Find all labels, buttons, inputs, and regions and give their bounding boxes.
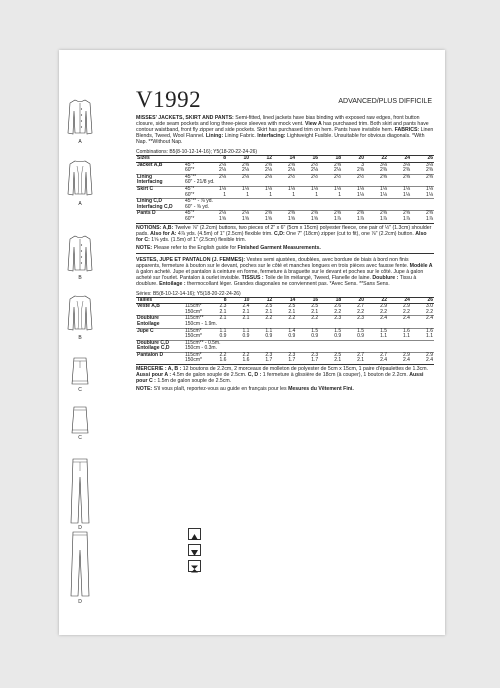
yardage-cell: 2.1 xyxy=(242,308,250,315)
yardage-cell: 1.6 xyxy=(388,328,411,334)
yardage-cell: 2⅜ xyxy=(380,167,387,174)
yardage-cell: 2.5 xyxy=(250,304,273,310)
size-header: 12 xyxy=(250,297,273,304)
description-text: thermocollant léger. Grandes diagonales ne conviennent pas. *Avec Sens. **Sans Sens. xyxy=(185,280,390,287)
yardage-cell: 2⅜ xyxy=(227,162,250,168)
yardage-cell: 2⅜ xyxy=(342,211,365,217)
yardage-cell: 2.4 xyxy=(380,357,388,364)
fabric-width: 150cm* xyxy=(185,333,202,340)
yardage-cell: 1⅝ xyxy=(288,215,295,222)
yardage-cell: 2.4 xyxy=(403,357,410,364)
english-combinations: Combinations: B5(8-10-12-14-16); Y5(18-20-22-24-26) xyxy=(136,149,258,155)
yardage-cell: 0.9 xyxy=(288,333,296,340)
sizes-label: Tailles xyxy=(136,297,205,304)
yardage-cell: 2⅛ xyxy=(204,174,227,180)
row-name: Lining C,D xyxy=(136,199,184,205)
yardage-cell: 2⅜ xyxy=(273,211,296,217)
yardage-cell: 3⅛ xyxy=(411,162,434,168)
english-description xyxy=(136,115,434,145)
yardage-cell: 3⅛ xyxy=(388,162,411,168)
sketch-label-a-back: A xyxy=(78,201,82,207)
yardage-cell: 2.3 xyxy=(342,316,365,322)
yardage-cell: 2½ xyxy=(319,174,342,180)
yardage-cell: 2⅛ xyxy=(265,167,272,174)
size-header: 10 xyxy=(227,156,250,163)
size-header: 8 xyxy=(204,156,227,163)
nap-up-icon xyxy=(188,528,201,540)
description-text: Lining Fabric. xyxy=(223,133,258,139)
yardage-cell: 0.9 xyxy=(311,333,319,340)
yardage-cell: 1⅛ xyxy=(227,186,250,192)
row-name: Entoilage xyxy=(137,320,160,327)
yardage-cell: 2.9 xyxy=(388,352,411,358)
yardage-cell: 1⅛ xyxy=(365,186,388,192)
size-header: 10 xyxy=(227,297,250,304)
yardage-cell: 2⅛ xyxy=(219,167,226,174)
yardage-cell: 1⅞ xyxy=(357,215,364,222)
yardage-cell: 2⅛ xyxy=(242,167,249,174)
pattern-info xyxy=(136,88,434,392)
yardage-cell: 2.4 xyxy=(411,316,434,322)
section-divider xyxy=(136,253,434,254)
notions-bold: C, D : xyxy=(247,372,262,379)
yardage-cell: 0.9 xyxy=(242,333,250,340)
fabric-width: 150cm - 1.9m. xyxy=(185,320,217,327)
french-combinations: Séries: B5(8-10-12-14-16); Y5(18-20-22-24-26) xyxy=(136,290,241,297)
yardage-cell: 2½ xyxy=(296,162,319,168)
notions-bold: C,D: xyxy=(274,230,285,237)
note-bold: NOTE: xyxy=(136,244,153,251)
notions-text: 12 boutons de 2.2cm, 2 morceaux de molleton de polyester de 5cm x 15cm, 1 paire d'épaulettes de 1.3cm. xyxy=(181,366,429,373)
yardage-cell: 1⅛ xyxy=(403,191,410,198)
yardage-cell: 2.4 xyxy=(365,316,388,322)
description-bold: VESTES, JUPE ET PANTALON (J. FEMMES): xyxy=(136,256,246,263)
description-text: Toile de lin mélangé, Tweed, Flanelle de laine. xyxy=(263,274,373,281)
yardage-cell: 0.9 xyxy=(357,333,365,340)
notions-text: 4⅞ yds. (4.5m) of 1" (2.5cm) flexible trim. xyxy=(176,230,275,237)
size-header: 12 xyxy=(250,156,273,163)
notions-bold: Also for C: xyxy=(136,230,427,243)
fabric-width: 150cm - 0.3m. xyxy=(185,345,217,352)
notions-text: One 7" (18cm) zipper (cut to fit), one ⅞" (2.2cm) button. xyxy=(284,230,416,237)
row-name: Doublure xyxy=(136,316,184,322)
description-bold: Entoilage : xyxy=(159,280,186,287)
sketch-label-b-back: B xyxy=(78,335,82,341)
size-header: 26 xyxy=(411,156,434,163)
size-header: 22 xyxy=(365,156,388,163)
fabric-width: 115cm* xyxy=(184,328,205,334)
row-name: Doublure C,D xyxy=(136,340,184,346)
sizes-label: Sizes xyxy=(136,156,204,163)
yardage-cell: 1⅛ xyxy=(342,186,365,192)
english-note xyxy=(136,245,434,251)
yardage-cell: 2.2 xyxy=(334,308,342,315)
sketch-label-d-back: D xyxy=(78,599,82,605)
yardage-cell: 1 xyxy=(269,191,272,198)
yardage-cell: 1⅝ xyxy=(242,215,249,222)
fabric-width: 150cm* xyxy=(185,308,202,315)
description-text: Semi-fitted, lined jackets have bias binding with exposed raw edges, front button closure, side seam pockets and long three-piece sleeves with mock vent. xyxy=(136,115,420,127)
yardage-cell: 2.1 xyxy=(219,308,227,315)
row-name: Interfacing C,D xyxy=(137,203,173,210)
size-header: 24 xyxy=(388,297,411,304)
yardage-cell: 1.1 xyxy=(205,328,228,334)
size-header: 16 xyxy=(296,297,319,304)
yardage-cell: 2.9 xyxy=(411,352,434,358)
yardage-cell: 1 xyxy=(292,191,295,198)
yardage-cell: 1 xyxy=(315,191,318,198)
yardage-cell: 2.2 xyxy=(380,308,388,315)
table-header-row xyxy=(136,156,434,163)
yardage-cell: 2⅜ xyxy=(403,167,410,174)
yardage-cell: 2.5 xyxy=(273,304,296,310)
yardage-cell: 2⅜ xyxy=(296,211,319,217)
yardage-cell: 2.9 xyxy=(388,304,411,310)
yardage-cell: 2⅜ xyxy=(273,162,296,168)
yardage-cell: 1.5 xyxy=(319,328,342,334)
yardage-cell: 1.1 xyxy=(380,333,388,340)
yardage-cell: 2⅜ xyxy=(357,167,364,174)
description-bold: Modèle A xyxy=(409,262,433,269)
fabric-width: 115cm* xyxy=(184,352,205,358)
fabric-width: 45"* xyxy=(184,162,204,168)
yardage-cell: 1⅛ xyxy=(411,186,434,192)
yardage-cell: 2⅝ xyxy=(411,174,434,180)
yardage-cell: 2.1 xyxy=(205,316,228,322)
description-text: Linen Blends, Tweed, Wool Flannel. xyxy=(136,127,434,139)
yardage-cell: 1 xyxy=(338,191,341,198)
yardage-cell: 2.7 xyxy=(365,352,388,358)
yardage-cell: 0.9 xyxy=(334,333,342,340)
yardage-cell: 1⅛ xyxy=(388,186,411,192)
size-header: 22 xyxy=(365,297,388,304)
yardage-cell: 1.6 xyxy=(411,328,434,334)
yardage-cell: 2⅜ xyxy=(319,211,342,217)
note-bold: NOTE: xyxy=(136,386,153,393)
row-name: Pantalon D xyxy=(136,352,184,358)
yardage-cell: 1⅛ xyxy=(426,191,433,198)
yardage-cell: 1⅞ xyxy=(426,215,433,222)
notions-text: 1 fermeture à glissière de 18cm (à couper), 1 bouton de 2.2cm. xyxy=(261,372,410,379)
note-bold: Finished Garment Measurements. xyxy=(237,244,321,251)
pattern-envelope-back xyxy=(59,50,445,635)
yardage-cell: 2.1 xyxy=(265,308,273,315)
yardage-cell: 2⅝ xyxy=(319,162,342,168)
yardage-cell: 2⅝ xyxy=(388,211,411,217)
row-name: Veste A,B xyxy=(136,304,184,310)
size-header: 20 xyxy=(342,297,365,304)
yardage-cell: 2.1 xyxy=(357,357,365,364)
yardage-cell: 2.1 xyxy=(227,316,250,322)
notions-bold: Aussi pour A : xyxy=(136,372,172,379)
yardage-cell: 2.3 xyxy=(250,352,273,358)
fabric-width: 60" - ⅜ yd. xyxy=(185,203,210,210)
notions-text: Twelve ⅞" (2.2cm) buttons, two pieces of 2" x 6" (5cm x 15cm) polyester fleece, one pair of ½" (1.3cm) shoulder pads. xyxy=(136,224,432,237)
yardage-cell: 2⅝ xyxy=(411,211,434,217)
yardage-cell: 2.6 xyxy=(319,304,342,310)
description-text: à galon acheté. Jupe et pantalon à ceinture en forme, fermeture à braguette sur le devant et poches sur le côté. Jupe à galon acheté sur l'ourlet. Pantalon à ourlet invisible. xyxy=(136,268,424,281)
yardage-cell: 3 xyxy=(342,162,365,168)
yardage-cell: 2½ xyxy=(273,174,296,180)
fabric-width: 60"* xyxy=(185,191,195,198)
yardage-cell: 2.7 xyxy=(342,304,365,310)
fabric-width: 45"** xyxy=(184,174,204,180)
yardage-cell: 2.3 xyxy=(205,304,228,310)
yardage-cell: 2.2 xyxy=(205,352,228,358)
sketch-label-c-back: C xyxy=(78,435,82,441)
yardage-cell: 1⅛ xyxy=(357,191,364,198)
yardage-cell: 2⅛ xyxy=(288,167,295,174)
yardage-cell: 2.1 xyxy=(311,308,319,315)
row-name: Interfacing xyxy=(137,179,163,186)
jacket-b-back-sketch xyxy=(65,293,95,333)
yardage-cell: 2⅛ xyxy=(227,211,250,217)
yardage-cell: 1⅞ xyxy=(380,215,387,222)
row-name: Skirt C xyxy=(136,186,184,192)
row-name: Pants D xyxy=(136,211,184,217)
yardage-cell: 2⅛ xyxy=(227,174,250,180)
yardage-cell: 2.2 xyxy=(250,316,273,322)
yardage-cell: 2.3 xyxy=(273,352,296,358)
size-header: 20 xyxy=(342,156,365,163)
yardage-cell: 1.1 xyxy=(426,333,433,340)
row-name: Lining xyxy=(136,174,184,180)
description-bold: View A xyxy=(304,121,322,127)
fabric-width: 115cm* xyxy=(184,304,205,310)
description-text: Lightweight Fusible. Unsuitable for obvious diagonals. *With Nap. **Without Nap. xyxy=(136,133,425,145)
yardage-cell: 1⅞ xyxy=(403,215,410,222)
pattern-number: V1992 xyxy=(136,87,202,112)
size-header: 14 xyxy=(273,297,296,304)
yardage-cell: 1⅛ xyxy=(273,186,296,192)
yardage-cell: 0.9 xyxy=(265,333,273,340)
size-header: 8 xyxy=(205,297,228,304)
yardage-cell: 2.4 xyxy=(388,316,411,322)
yardage-cell: 2⅛ xyxy=(311,167,318,174)
yardage-cell: 2.3 xyxy=(319,316,342,322)
yardage-cell: 1.1 xyxy=(227,328,250,334)
english-yardage-table xyxy=(136,155,434,223)
notions-bold: NOTIONS: A,B: xyxy=(136,224,174,231)
yardage-cell: 1 xyxy=(246,191,249,198)
yardage-cell: 2.9 xyxy=(365,304,388,310)
yardage-cell: 1.7 xyxy=(265,357,273,364)
row-name: Entoilage C,D xyxy=(137,345,170,352)
yardage-cell: 1.5 xyxy=(296,328,319,334)
french-yardage-table xyxy=(136,297,434,365)
fabric-width: 60" - 21/8 yd. xyxy=(185,179,215,186)
yardage-cell: 1⅛ xyxy=(204,186,227,192)
notions-text: 4.5m de galon souple de 2.5cm. xyxy=(171,372,248,379)
yardage-cell: 2.4 xyxy=(227,304,250,310)
jacket-b-front-sketch xyxy=(65,233,95,275)
yardage-cell: 2.3 xyxy=(296,352,319,358)
description-bold: TISSUS : xyxy=(241,274,264,281)
skirt-c-back-sketch xyxy=(69,405,91,437)
description-text: Vestes semi ajustées, doublées, avec bordure de biais à bord non finis apparents, fermeture à bouton sur le devant, poches sur le côté et manches longues en trois pièces avec fausse fente. xyxy=(136,256,410,269)
row-name: Jupe C xyxy=(136,328,184,334)
yardage-cell: 1⅝ xyxy=(219,215,226,222)
yardage-cell: 1.1 xyxy=(250,328,273,334)
yardage-cell: 2.5 xyxy=(296,304,319,310)
pants-d-front-sketch xyxy=(69,457,91,525)
size-header: 16 xyxy=(296,156,319,163)
yardage-cell: 1⅛ xyxy=(250,186,273,192)
yardage-cell: 3.0 xyxy=(411,304,434,310)
yardage-cell: 2⅜ xyxy=(426,167,433,174)
nap-down-icon xyxy=(188,544,201,556)
yardage-cell: 0.9 xyxy=(219,333,227,340)
yardage-cell: 1.6 xyxy=(242,357,250,364)
description-text: has purchased trim. Both skirt and pants have contour waistband, front fly zipper and side pockets. Skirt has purchased trim on hem. Pants have invisible hem. xyxy=(136,121,429,133)
yardage-cell: 2.1 xyxy=(334,357,342,364)
yardage-cell: 1.6 xyxy=(219,357,227,364)
description-bold: Interfacing: xyxy=(257,133,286,139)
yardage-cell: 1⅛ xyxy=(380,191,387,198)
sketch-label-a: A xyxy=(78,139,82,145)
size-header: 26 xyxy=(411,297,434,304)
yardage-cell: 2.2 xyxy=(227,352,250,358)
fabric-width: 115cm** xyxy=(185,315,204,322)
yardage-cell: 2⅝ xyxy=(388,174,411,180)
yardage-cell: 2.2 xyxy=(357,308,365,315)
yardage-cell: 2⅛ xyxy=(334,167,341,174)
french-notions xyxy=(136,364,434,384)
yardage-cell: 2½ xyxy=(342,174,365,180)
notions-text: 1⅝ yds. (1.5m) of 1" (2.5cm) flexible trim. xyxy=(149,236,246,243)
yardage-cell: 1.1 xyxy=(403,333,410,340)
sketch-label-b: B xyxy=(78,275,82,281)
description-bold: Lining: xyxy=(205,133,224,139)
yardage-cell: 2.1 xyxy=(288,308,296,315)
notions-bold: Aussi pour C : xyxy=(136,372,424,385)
yardage-cell: 2½ xyxy=(296,174,319,180)
yardage-cell: 2.2 xyxy=(296,316,319,322)
yardage-cell: 2.2 xyxy=(403,308,410,315)
jacket-a-front-sketch xyxy=(65,97,95,137)
yardage-cell: 1⅛ xyxy=(296,186,319,192)
size-header: 24 xyxy=(388,156,411,163)
fabric-width: 45"** - ⅞ yd. xyxy=(184,199,434,205)
note-bold: Mesures du Vêtement Fini. xyxy=(288,386,354,393)
pants-d-back-sketch xyxy=(69,530,91,598)
notions-bold: MERCERIE : A, B : xyxy=(136,366,182,373)
fabric-width: 60"* xyxy=(185,215,195,222)
yardage-cell: 1.4 xyxy=(273,328,296,334)
description-bold: FABRICS: xyxy=(394,127,420,133)
yardage-cell: 1⅛ xyxy=(319,186,342,192)
row-name: Jacket A,B xyxy=(136,162,184,168)
french-note xyxy=(136,386,434,392)
fabric-width: 60"* xyxy=(185,167,195,174)
size-header: 18 xyxy=(319,297,342,304)
description-bold: Doublure : xyxy=(372,274,399,281)
fabric-width: 115cm** - 0.5m. xyxy=(184,340,434,346)
yardage-cell: 2⅛ xyxy=(204,162,227,168)
sketch-label-c: C xyxy=(78,387,82,393)
notions-bold: Also for A: xyxy=(150,230,177,237)
yardage-cell: 1.7 xyxy=(311,357,319,364)
fabric-layout-symbols xyxy=(188,528,201,576)
description-text: Tissu à doublure. xyxy=(136,274,417,287)
yardage-cell: 2.2 xyxy=(426,308,433,315)
size-header: 18 xyxy=(319,156,342,163)
yardage-cell: 1.7 xyxy=(288,357,296,364)
description-bold: MISSES' JACKETS, SKIRT AND PANTS: xyxy=(136,115,234,121)
yardage-cell: 3⅛ xyxy=(365,162,388,168)
fabric-width: 45"* xyxy=(184,186,204,192)
nap-both-icon xyxy=(188,560,201,572)
yardage-cell: 1 xyxy=(223,191,226,198)
fabric-width: 45"* xyxy=(184,211,204,217)
yardage-cell: 1.5 xyxy=(365,328,388,334)
header xyxy=(136,88,434,112)
french-description xyxy=(136,257,434,287)
size-header: 14 xyxy=(273,156,296,163)
yardage-cell: 2⅛ xyxy=(250,174,273,180)
yardage-cell: 1⅝ xyxy=(265,215,272,222)
sketch-label-d: D xyxy=(78,525,82,531)
notions-text: 1.5m de galon souple de 2.5cm. xyxy=(155,378,232,385)
yardage-cell: 2.4 xyxy=(426,357,433,364)
difficulty-label: ADVANCED/PLUS DIFFICILE xyxy=(338,98,432,105)
note-text: S'il vous plaît, reportez-vous au guide en français pour les xyxy=(152,386,289,393)
english-notions xyxy=(136,223,434,243)
table-header-row xyxy=(136,297,434,304)
yardage-cell: 2⅝ xyxy=(365,174,388,180)
jacket-a-back-sketch xyxy=(65,158,95,198)
yardage-cell: 1.5 xyxy=(342,328,365,334)
fabric-width: 150cm* xyxy=(185,357,202,364)
note-text: Please refer to the English guide for xyxy=(152,244,238,251)
yardage-cell: 2⅜ xyxy=(250,162,273,168)
yardage-cell: 1⅝ xyxy=(311,215,318,222)
yardage-cell: 2.5 xyxy=(319,352,342,358)
yardage-cell: 2.7 xyxy=(342,352,365,358)
yardage-cell: 1⅞ xyxy=(334,215,341,222)
skirt-c-front-sketch xyxy=(69,356,91,388)
yardage-cell: 2.2 xyxy=(273,316,296,322)
yardage-cell: 2⅛ xyxy=(204,211,227,217)
yardage-cell: 2⅜ xyxy=(365,211,388,217)
yardage-cell: 2⅜ xyxy=(250,211,273,217)
